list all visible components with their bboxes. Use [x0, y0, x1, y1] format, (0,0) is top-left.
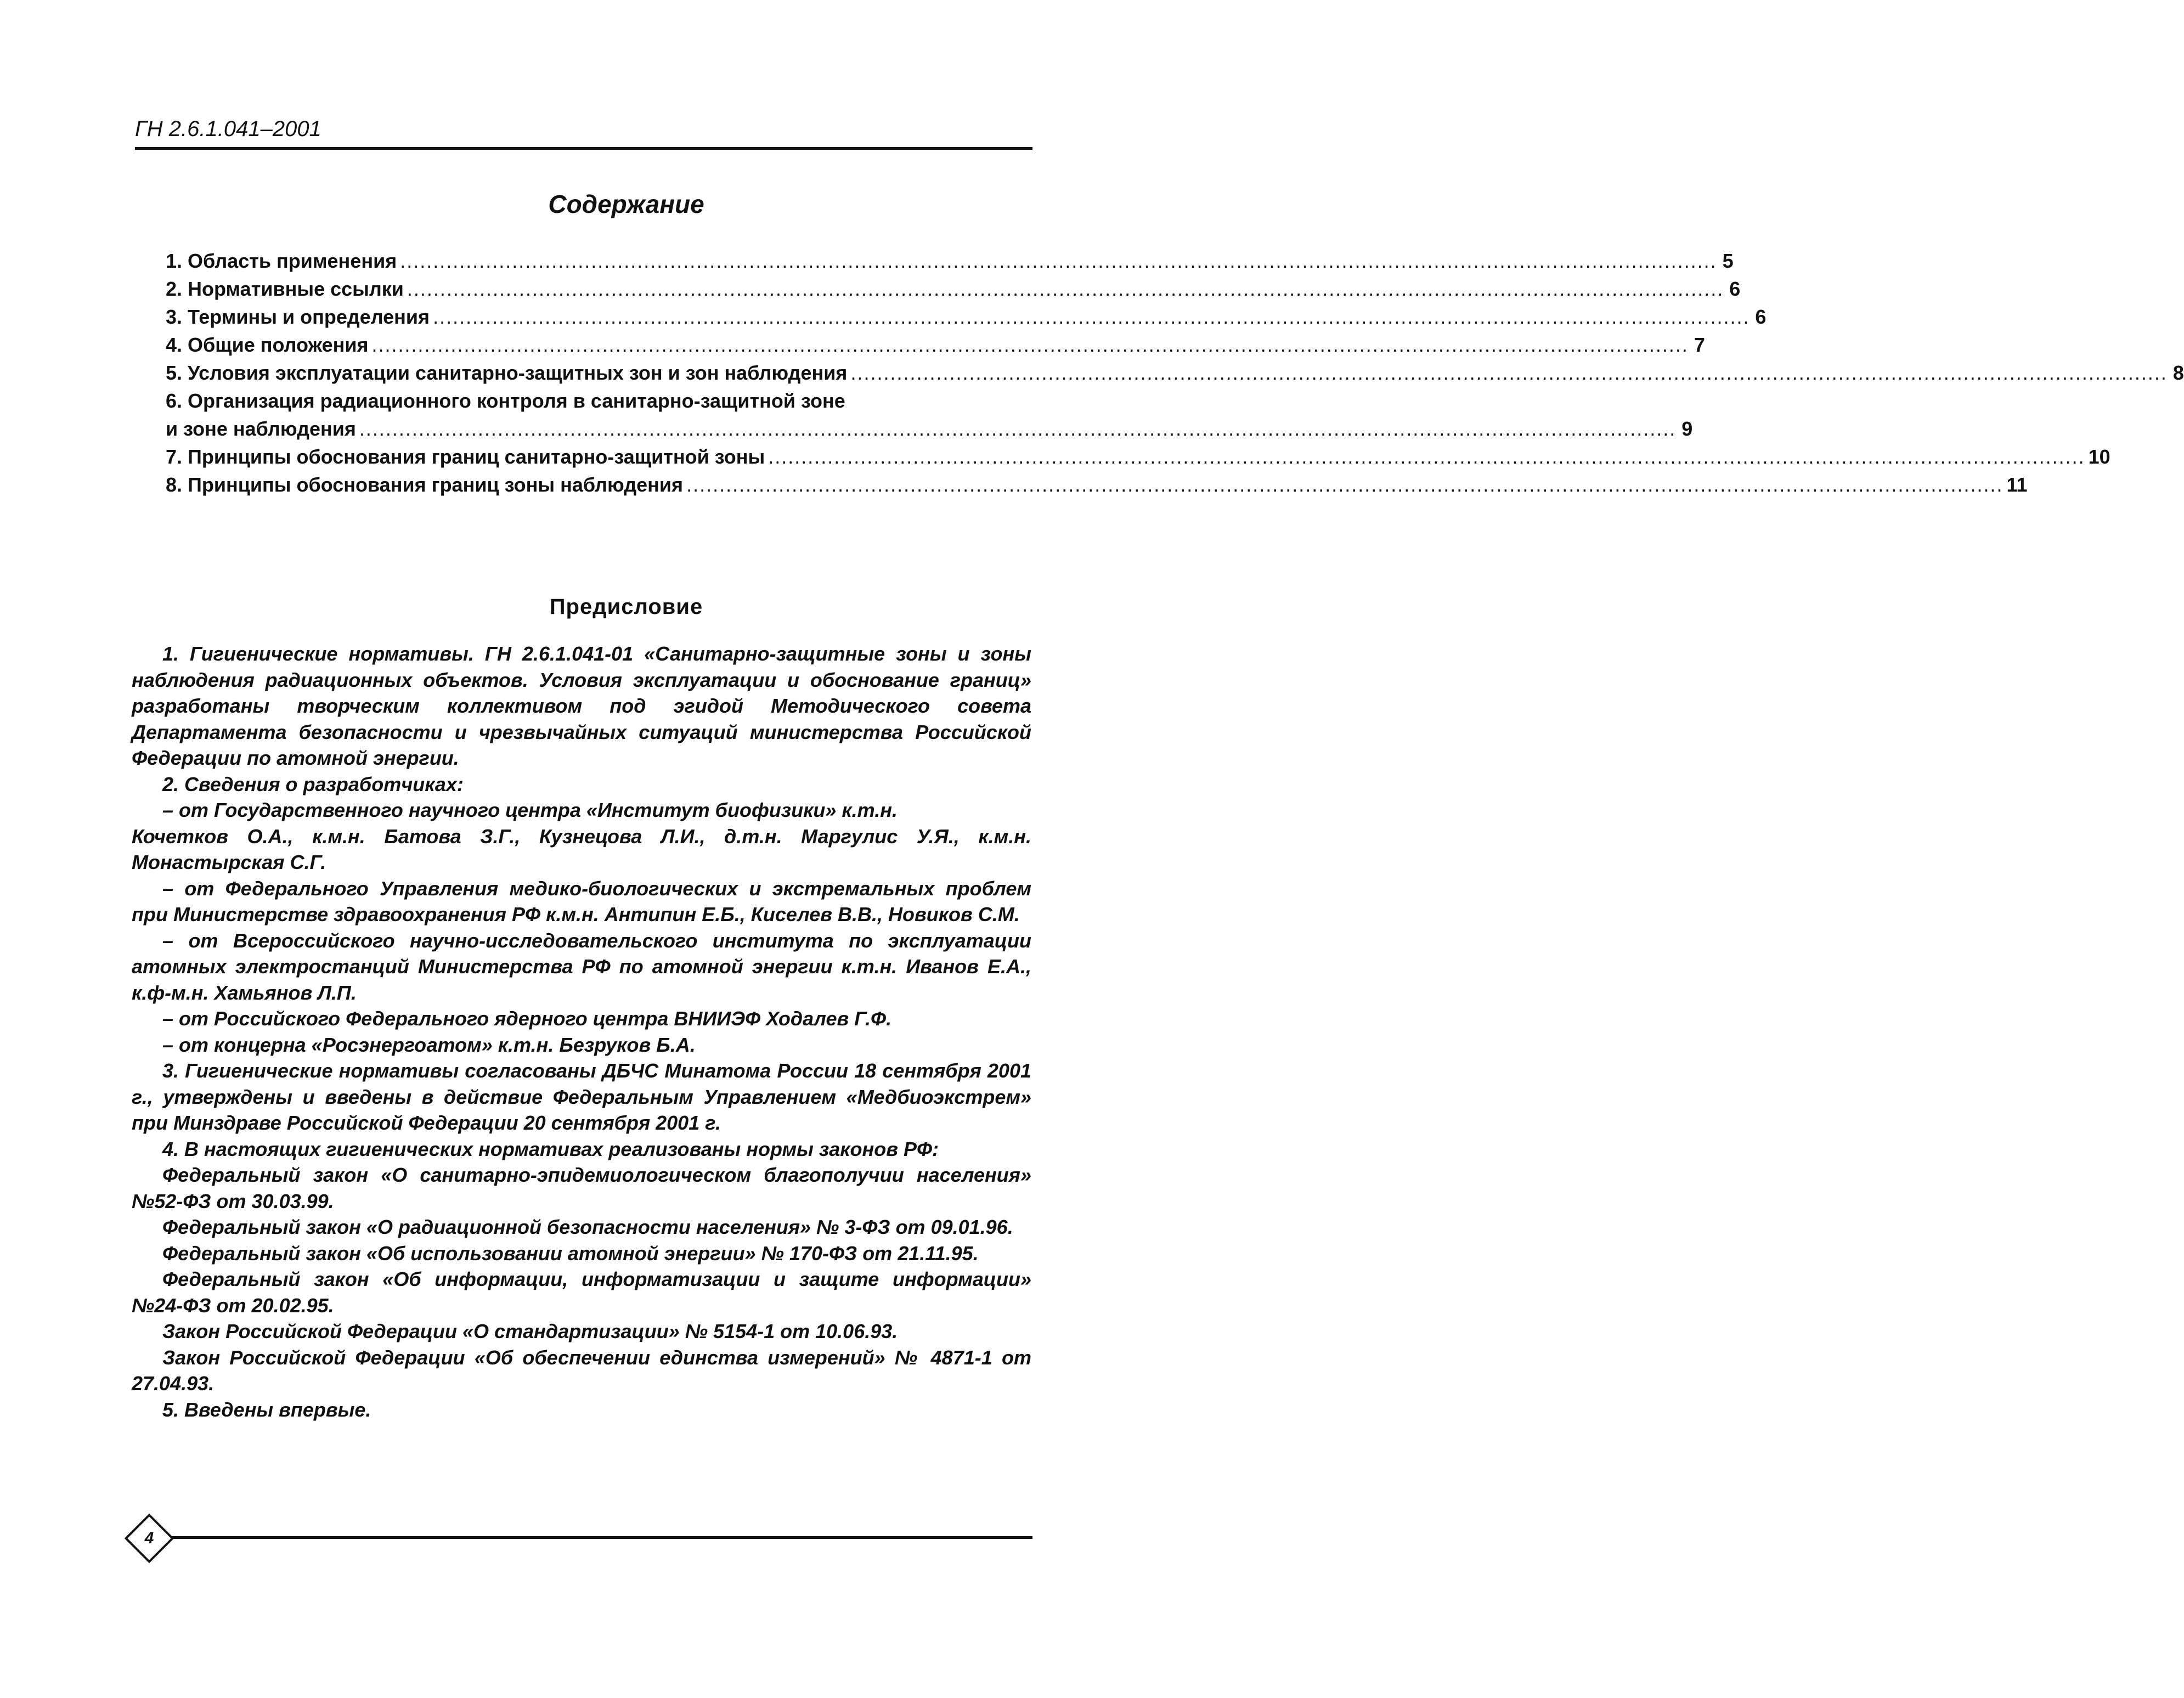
toc-item-label: 3. Термины и определения [166, 306, 430, 328]
preface-paragraph: – от Государственного научного центра «Институт биофизики» к.т.н. [162, 799, 898, 821]
toc-item[interactable] [166, 359, 2184, 387]
toc-item-label: и зоне наблюдения [166, 418, 356, 440]
toc-item-page: 6 [1755, 306, 1767, 328]
toc-item-page: 9 [1681, 418, 1693, 440]
toc-item[interactable] [166, 275, 1741, 303]
toc-leader-dots: ........................................................................................................................................................................................................ [850, 362, 2168, 384]
preface-paragraph: 5. Введены впервые. [162, 1398, 371, 1421]
preface-paragraph: Кочетков О.А., к.м.н. Батова З.Г., Кузнецова Л.И., д.т.н. Маргулис У.Я., к.м.н. Монастырская С.Г. [132, 825, 1031, 873]
preface-paragraph: – от Всероссийского научно-исследовательского института по эксплуатации атомных электростанций Министерства РФ по атомной энергии к.т.н. Иванов Е.А., к.ф-м.н. Хамьянов Л.П. [132, 929, 1031, 1004]
toc-item[interactable] [166, 331, 1705, 359]
toc-leader-dots: ........................................................................................................................................................................................................ [433, 306, 1750, 328]
preface-paragraph: – от Федерального Управления медико-биологических и экстремальных проблем при Министерстве здравоохранения РФ к.м.н. Антипин Е.Б., Киселев В.В., Новиков С.М. [132, 877, 1031, 926]
page-header [135, 115, 1032, 147]
toc-leader-dots: ........................................................................................................................................................................................................ [407, 278, 1724, 300]
header-rule [135, 147, 1032, 150]
toc-leader-dots: ........................................................................................................................................................................................................ [768, 445, 2085, 468]
preface-paragraph: Федеральный закон «Об информации, информатизации и защите информации» №24-ФЗ от 20.02.95. [132, 1268, 1031, 1317]
toc-item[interactable] [166, 415, 1693, 443]
preface-paragraph: Закон Российской Федерации «О стандартизации» № 5154-1 от 10.06.93. [162, 1320, 898, 1342]
toc-item-label: 7. Принципы обоснования границ санитарно-защитной зоны [166, 445, 765, 468]
toc-item-label: 4. Общие положения [166, 334, 369, 356]
footer-rule [171, 1536, 1032, 1539]
toc-item-page: 10 [2088, 445, 2110, 468]
toc-item-page: 11 [2006, 473, 2028, 496]
page-number: 4 [144, 1529, 154, 1547]
toc-item-page: 6 [1729, 278, 1741, 300]
document-code: ГН 2.6.1.041–2001 [135, 117, 321, 141]
toc-item-label: 8. Принципы обоснования границ зоны наблюдения [166, 473, 684, 496]
toc-item-label: 5. Условия эксплуатации санитарно-защитных зон и зон наблюдения [166, 362, 848, 384]
toc-item-label: 2. Нормативные ссылки [166, 278, 404, 300]
preface-paragraph: Федеральный закон «Об использовании атомной энергии» № 170-ФЗ от 21.11.95. [162, 1242, 979, 1265]
toc-item[interactable] [166, 471, 2028, 499]
toc-leader-dots: ........................................................................................................................................................................................................ [371, 334, 1689, 356]
preface-paragraph: Закон Российской Федерации «Об обеспечении единства измерений» № 4871-1 от 27.04.93. [132, 1346, 1031, 1395]
preface-paragraph: 4. В настоящих гигиенических нормативах реализованы нормы законов РФ: [162, 1137, 939, 1160]
preface-paragraph: – от Российского Федерального ядерного центра ВНИИЭФ Ходалев Г.Ф. [162, 1007, 892, 1030]
toc-leader-dots: ........................................................................................................................................................................................................ [400, 250, 1717, 272]
toc-item[interactable] [166, 303, 1767, 331]
preface-body [132, 641, 1031, 1423]
table-of-contents [166, 247, 2184, 499]
toc-item-label: 6. Организация радиационного контроля в санитарно-защитной зоне [166, 390, 845, 412]
page-footer [127, 1514, 1032, 1564]
preface-title: Предисловие [549, 595, 703, 619]
toc-item[interactable] [166, 443, 2110, 471]
preface-paragraph: 3. Гигиенические нормативы согласованы ДБЧС Минатома России 18 сентября 2001 г., утверждены и введены в действие Федеральным Управлением «Медбиоэкстрем» при Минздраве Российской Федерации 20 сентября 2001 г. [132, 1059, 1031, 1134]
toc-item[interactable] [166, 387, 1016, 415]
toc-leader-dots: ........................................................................................................................................................................................................ [686, 473, 2004, 496]
preface-paragraph: Федеральный закон «О санитарно-эпидемиологическом благополучии населения» №52-ФЗ от 30.03.99. [132, 1164, 1031, 1212]
toc-item[interactable] [166, 247, 1734, 275]
toc-item-page: 8 [2172, 362, 2184, 384]
toc-item-label: 1. Область применения [166, 250, 397, 272]
preface-paragraph: 2. Сведения о разработчиках: [162, 772, 464, 796]
preface-paragraph: 1. Гигиенические нормативы. ГН 2.6.1.041-01 «Санитарно-защитные зоны и зоны наблюдения радиационных объектов. Условия эксплуатации и обоснование границ» разработаны творческим коллективом под эгидой Методического совета Департамента безопасности и чрезвычайных ситуаций министерства Российской Федерации по атомной энергии. [132, 642, 1031, 769]
preface-paragraph: – от концерна «Росэнергоатом» к.т.н. Безруков Б.А. [162, 1033, 696, 1056]
toc-item-page: 7 [1694, 334, 1705, 356]
toc-item-page: 5 [1722, 250, 1734, 272]
toc-title: Содержание [548, 190, 704, 218]
preface-paragraph: Федеральный закон «О радиационной безопасности населения» № 3-ФЗ от 09.01.96. [162, 1216, 1013, 1238]
toc-leader-dots: ........................................................................................................................................................................................................ [359, 418, 1677, 440]
